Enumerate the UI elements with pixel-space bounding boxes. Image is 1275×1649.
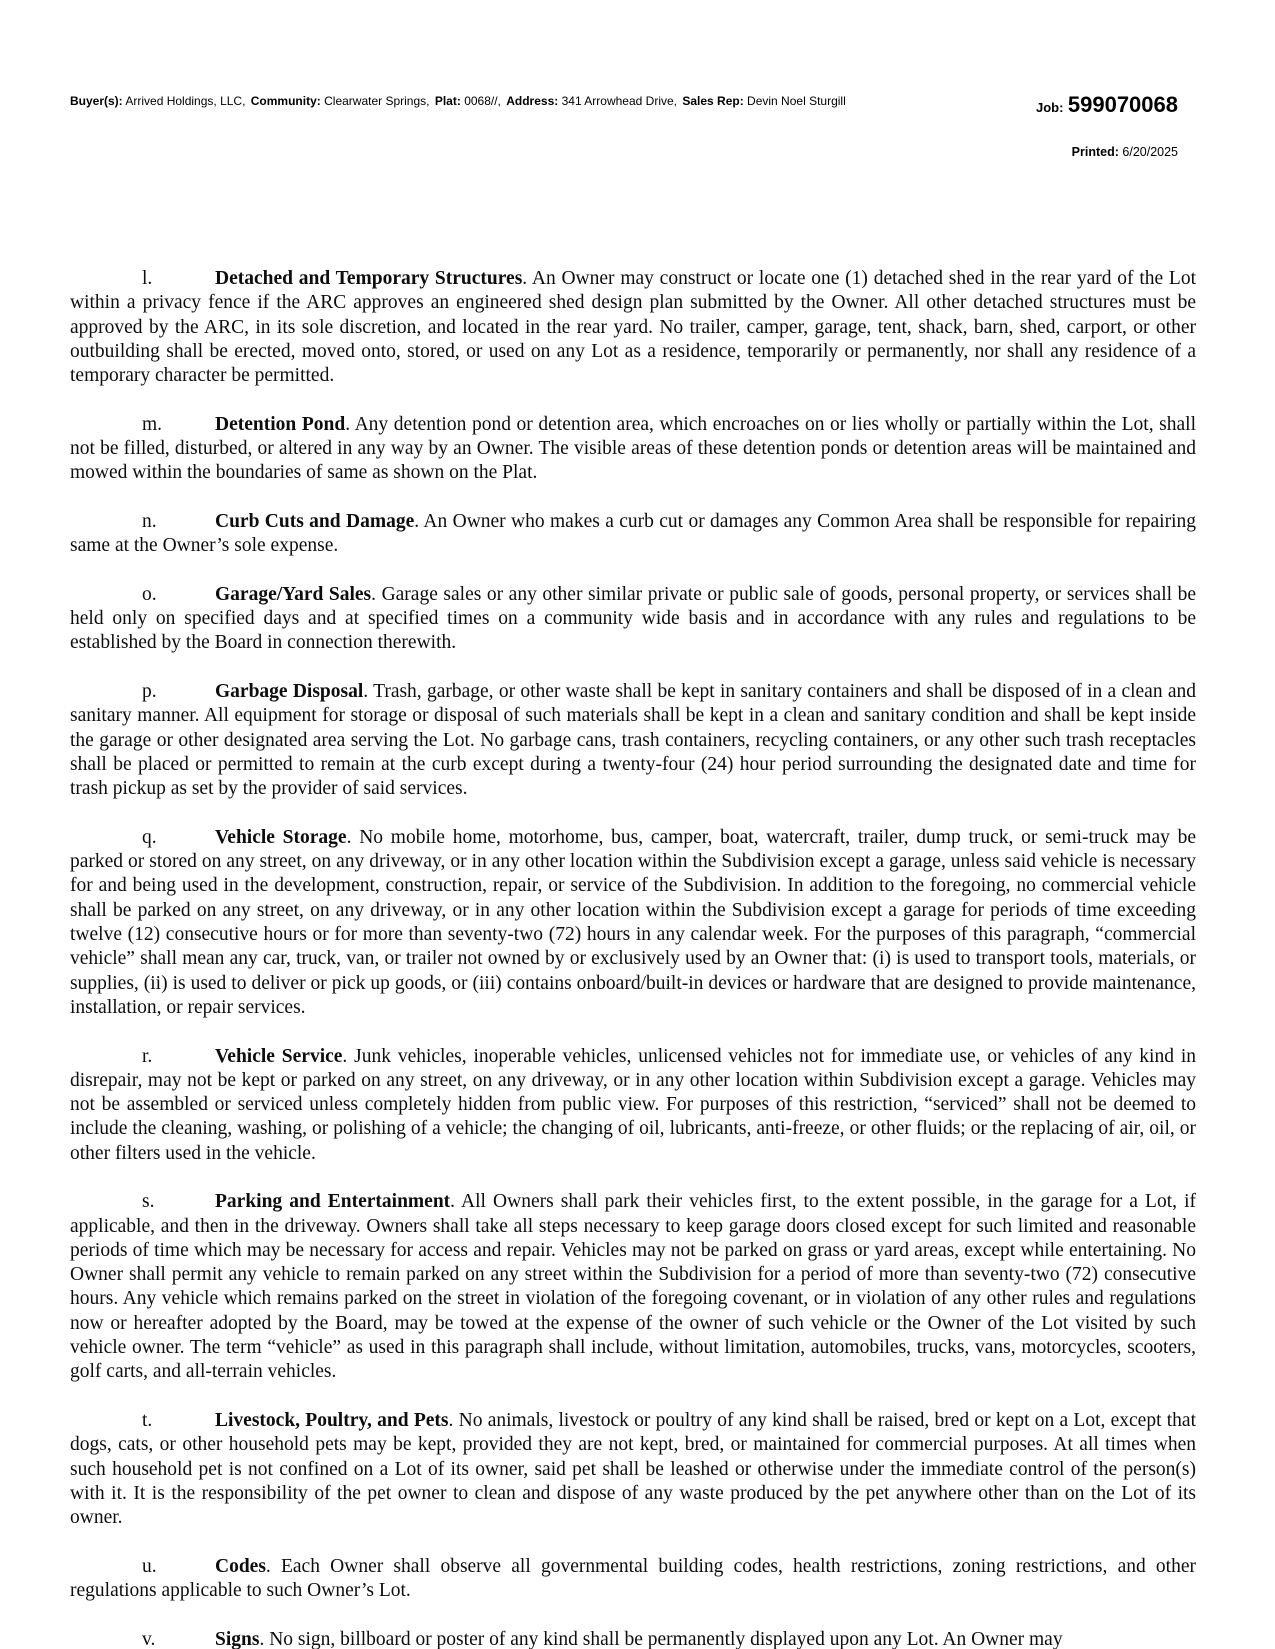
sales-rep-label: Sales Rep: — [682, 94, 744, 108]
paragraph-title: Vehicle Service — [215, 1045, 343, 1067]
paragraph-title: Codes — [215, 1555, 266, 1577]
paragraph-letter: s. — [142, 1191, 155, 1213]
paragraph-body: . Any detention pond or detention area, which encroaches on or lies wholly or partially within the Lot, shall not be filled, disturbed, or altered in any way by an Owner. The visible areas of these detention ponds or detention areas will be maintained and mowed within the boundaries of same as shown on the Plat. — [70, 413, 1197, 484]
paragraph-letter: p. — [142, 681, 157, 703]
paragraph-body: . Trash, garbage, or other waste shall be kept in sanitary containers and shall be disposed of in a clean and sanitary manner. All equipment for storage or disposal of such materials shall be kept in a clean and sanitary condition and shall be kept inside the garage or other designated area serving the Lot. No garbage cans, trash containers, recycling containers, or any other such trash receptacles shall be placed or permitted to remain at the curb except during a twenty-four (24) hour period surrounding the designated date and time for trash pickup as set by the provider of said services. — [70, 681, 1197, 800]
paragraph-title: Vehicle Storage — [215, 826, 347, 848]
covenants-text-block — [70, 267, 1196, 1649]
paragraph-title: Detached and Temporary Structures — [215, 268, 523, 289]
paragraph-letter: q. — [142, 826, 157, 848]
community-label: Community: — [250, 94, 321, 108]
header-field-buyers — [70, 94, 245, 108]
paragraph-body: . An Owner may construct or locate one (1) detached shed in the rear yard of the Lot within a privacy fence if the ARC approves an engineered shed design plan submitted by the Owner. All other detached structures must be approved by the ARC, in its sole discretion, and located in the rear yard. No trailer, camper, garage, tent, shack, barn, shed, carport, or other outbuilding shall be erected, moved onto, stored, or used on any Lot as a residence, temporarily or permanently, nor shall any residence of a temporary character be permitted. — [70, 268, 1197, 387]
printed-date-line — [1072, 145, 1178, 159]
paragraph-body: . An Owner who makes a curb cut or damages any Common Area shall be responsible for repairing same at the Owner’s sole expense. — [70, 510, 1196, 557]
paragraph-codes — [70, 1555, 1196, 1604]
paragraph-body: . No animals, livestock or poultry of any kind shall be raised, bred or kept on a Lot, except that dogs, cats, or other household pets may be kept, provided they are not kept, bred, or maintained for commercial purposes. At all times when such household pet is not confined on a Lot of its owner, said pet shall be leashed or otherwise under the immediate control of the person(s) with it. It is the responsibility of the pet owner to clean and dispose of any waste produced by the pet anywhere other than on the Lot of its owner. — [70, 1409, 1196, 1529]
paragraph-letter: m. — [142, 413, 163, 435]
paragraph-vehicle-storage — [70, 826, 1196, 1020]
paragraph-title: Livestock, Poultry, and Pets — [215, 1409, 449, 1431]
printed-label: Printed: — [1071, 145, 1119, 159]
paragraph-letter: n. — [142, 510, 157, 532]
job-label: Job: — [1035, 100, 1064, 115]
paragraph-title: Curb Cuts and Damage — [215, 510, 415, 532]
plat-value: 0068//, — [464, 94, 501, 108]
paragraph-letter: r. — [142, 1045, 153, 1067]
buyers-label: Buyer(s): — [70, 94, 123, 108]
header-field-community — [251, 94, 430, 108]
paragraph-body: . Garage sales or any other similar private or public sale of goods, personal property, or services shall be held only on specified days and at specified times on a community wide basis and in accordance with any rules and regulations to be established by the Board in connection therewith. — [70, 583, 1196, 654]
job-number-line — [1036, 92, 1178, 118]
paragraph-vehicle-service — [70, 1045, 1196, 1166]
paragraph-curb-cuts — [70, 510, 1196, 559]
printed-date: 6/20/2025 — [1122, 145, 1178, 159]
header-field-sales-rep — [682, 94, 845, 108]
buyers-value: Arrived Holdings, LLC, — [125, 94, 246, 108]
paragraph-body: . No mobile home, motorhome, bus, camper, boat, watercraft, trailer, dump truck, or semi-truck may be parked or stored on any street, on any driveway, or in any other location within the Subdivision except a garage, unless said vehicle is necessary for and being used in the development, construction, repair, or service of the Subdivision. In addition to the foregoing, no commercial vehicle shall be parked on any street, on any driveway, or in any other location within the Subdivision except a garage for periods of time exceeding twelve (12) consecutive hours or for more than seventy-two (72) hours in any calendar week. For the purposes of this paragraph, “commercial vehicle” shall mean any car, truck, van, or trailer not owned by or exclusively used by an Owner that: (i) is used to transport tools, materials, or supplies, (ii) is used to deliver or pick up goods, or (iii) contains onboard/built-in devices or hardware that are designed to provide maintenance, installation, or repair services. — [70, 826, 1197, 1018]
paragraph-title: Detention Pond — [215, 413, 346, 435]
paragraph-title: Signs — [215, 1628, 260, 1649]
paragraph-detached-structures — [70, 267, 1196, 388]
plat-label: Plat: — [434, 94, 461, 108]
paragraph-letter: u. — [142, 1555, 157, 1577]
paragraph-garage-yard-sales — [70, 583, 1196, 656]
paragraph-title: Garbage Disposal — [215, 681, 364, 703]
paragraph-title: Parking and Entertainment — [215, 1191, 451, 1213]
paragraph-letter: o. — [142, 583, 157, 605]
paragraph-signs — [70, 1628, 1196, 1649]
paragraph-detention-pond — [70, 413, 1196, 486]
paragraph-body: . Each Owner shall observe all governmental building codes, health restrictions, zoning restrictions, and other regulations applicable to such Owner’s Lot. — [70, 1555, 1196, 1602]
header-info-line — [70, 94, 970, 108]
paragraph-body: . No sign, billboard or poster of any kind shall be permanently displayed upon any Lot. An Owner may — [259, 1628, 1063, 1649]
paragraph-title: Garage/Yard Sales — [215, 583, 372, 605]
paragraph-letter: l. — [142, 268, 153, 289]
paragraph-parking-entertainment — [70, 1190, 1196, 1384]
paragraph-livestock-pets — [70, 1409, 1196, 1530]
address-value: 341 Arrowhead Drive, — [561, 94, 677, 108]
paragraph-body: . All Owners shall park their vehicles first, to the extent possible, in the garage for a Lot, if applicable, and then in the driveway. Owners shall take all steps necessary to keep garage doors closed except for such limited and reasonable periods of time which may be necessary for access and repair. Vehicles may not be parked on grass or yard areas, except while entertaining. No Owner shall permit any vehicle to remain parked on any street within the Subdivision for a period of more than seventy-two (72) consecutive hours. Any vehicle which remains parked on the street in violation of the foregoing covenant, or in violation of any other rules and regulations now or hereafter adopted by the Board, may be towed at the expense of the owner of such vehicle or the Owner of the Lot visited by such vehicle owner. The term “vehicle” as used in this paragraph shall include, without limitation, automobiles, trucks, vans, motorcycles, scooters, golf carts, and all-terrain vehicles. — [70, 1191, 1196, 1383]
paragraph-letter: v. — [142, 1628, 156, 1649]
address-label: Address: — [506, 94, 559, 108]
sales-rep-value: Devin Noel Sturgill — [747, 94, 846, 108]
header-field-plat — [435, 94, 501, 108]
paragraph-letter: t. — [142, 1409, 153, 1431]
header-field-address — [506, 94, 677, 108]
paragraph-garbage-disposal — [70, 680, 1196, 801]
paragraph-body: . Junk vehicles, inoperable vehicles, unlicensed vehicles not for immediate use, or vehicles of any kind in disrepair, may not be kept or parked on any street, on any driveway, or in any other location within Subdivision except a garage. Vehicles may not be assembled or serviced unless completely hidden from public view. For purposes of this restriction, “serviced” shall not be deemed to include the cleaning, washing, or polishing of a vehicle; the changing of oil, lubricants, anti-freeze, or other fluids; or the replacing of air, oil, or other filters used in the vehicle. — [70, 1045, 1196, 1164]
job-number: 599070068 — [1067, 92, 1178, 117]
community-value: Clearwater Springs, — [324, 94, 430, 108]
